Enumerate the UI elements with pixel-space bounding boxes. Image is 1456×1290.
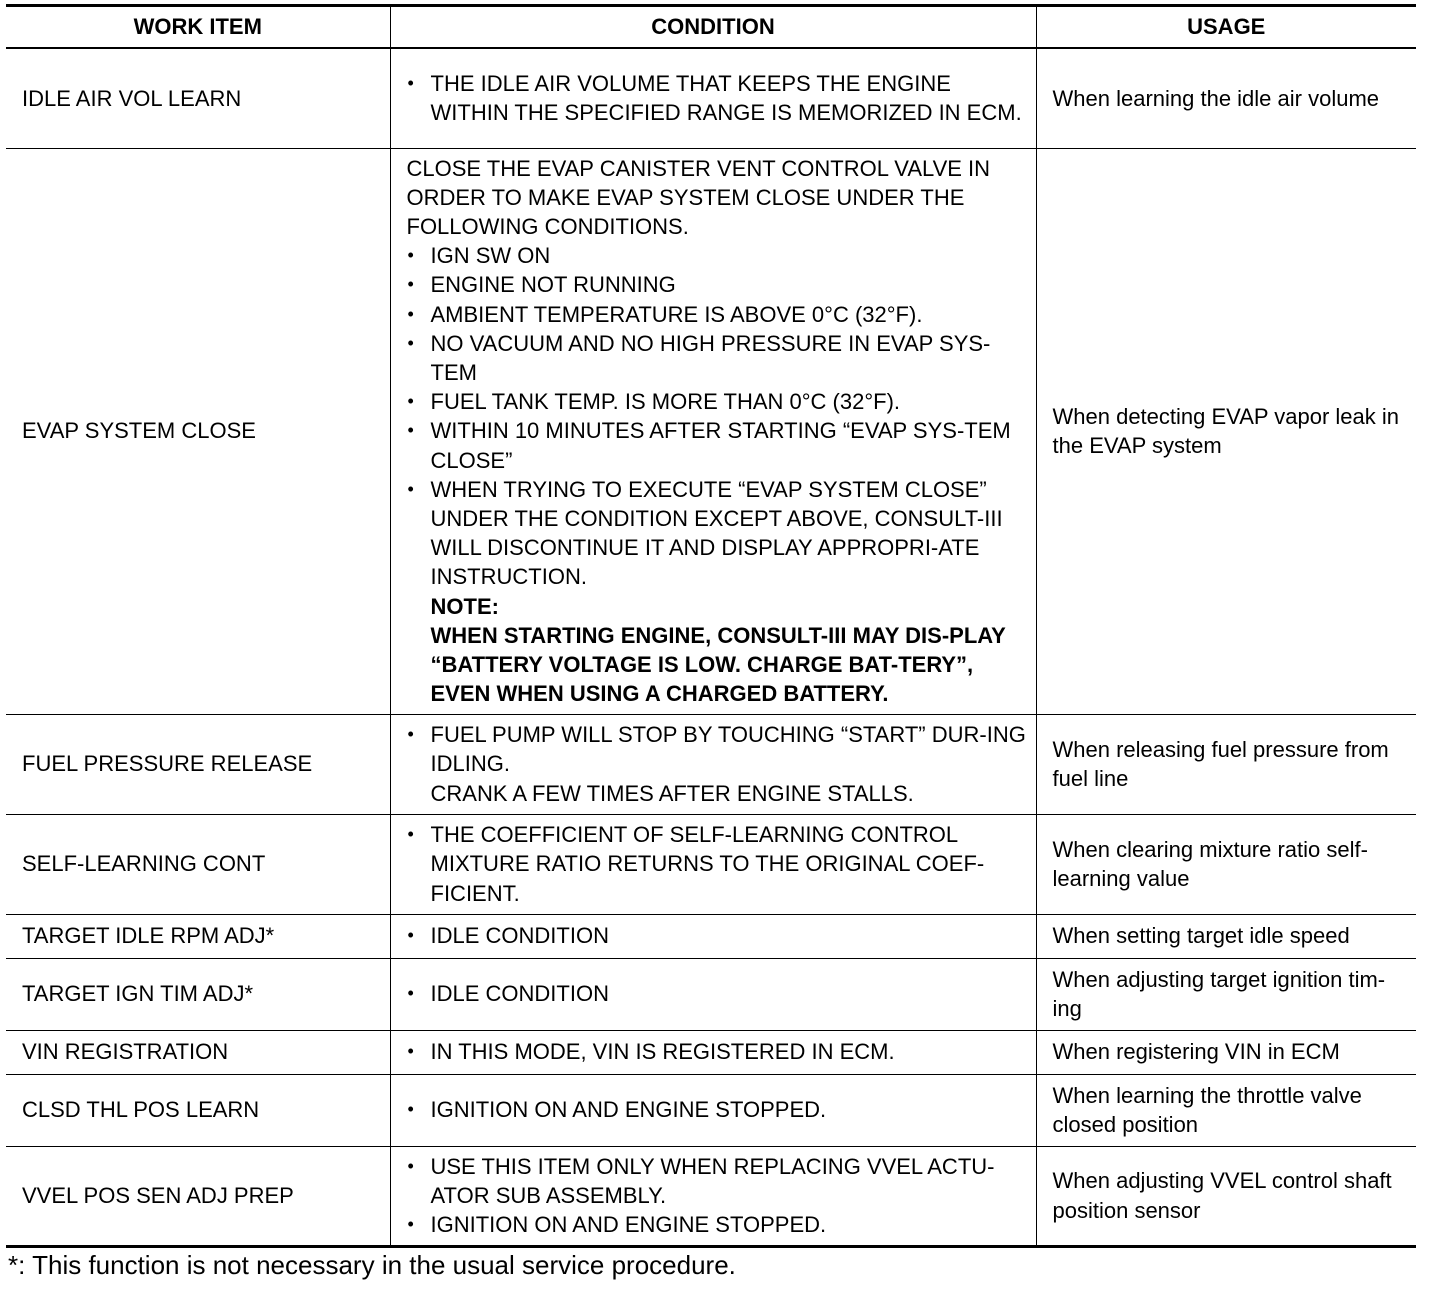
condition-bullet [407,979,1030,1008]
condition-bullet [407,475,1030,709]
usage-cell: When detecting EVAP vapor leak in the EVAP system [1036,148,1416,714]
condition-bullet [407,1095,1030,1124]
table-row [6,914,1416,958]
condition-list [407,69,1030,127]
condition-bullet-text: AMBIENT TEMPERATURE IS ABOVE 0°C (32°F). [430,301,923,327]
condition-bullet [407,416,1030,474]
table-row [6,958,1416,1030]
condition-cell [390,814,1036,914]
condition-bullet [407,1037,1030,1066]
condition-bullet [407,300,1030,329]
condition-list [407,921,1030,950]
condition-list [407,720,1030,808]
condition-cell [390,1030,1036,1074]
work-item-cell: TARGET IDLE RPM ADJ* [6,914,390,958]
condition-cell [390,1146,1036,1246]
condition-list [407,979,1030,1008]
condition-cell [390,914,1036,958]
usage-cell: When learning the idle air volume [1036,48,1416,148]
usage-cell: When learning the throttle valve closed position [1036,1074,1416,1146]
condition-bullet-text: THE COEFFICIENT OF SELF-LEARNING CONTROL MIXTURE RATIO RETURNS TO THE ORIGINAL COEF-FICIENT. [430,822,985,906]
condition-bullet [407,387,1030,416]
condition-bullet-text: IGN SW ON [430,243,551,269]
work-item-cell: EVAP SYSTEM CLOSE [6,148,390,714]
condition-bullet-text: IN THIS MODE, VIN IS REGISTERED IN ECM. [430,1039,895,1065]
usage-cell: When adjusting target ignition tim-ing [1036,958,1416,1030]
header-work-item: WORK ITEM [6,6,390,49]
condition-bullet-text: IDLE CONDITION [430,923,609,949]
header-row [6,6,1416,49]
condition-cell [390,714,1036,814]
condition-bullet-text: IDLE CONDITION [430,981,609,1007]
table-header [6,6,1416,49]
condition-list [407,241,1030,708]
condition-bullet-text: NO VACUUM AND NO HIGH PRESSURE IN EVAP SYS-TEM [430,330,991,385]
condition-bullet-text: FUEL PUMP WILL STOP BY TOUCHING “START” DUR-ING IDLING. [430,722,1026,777]
condition-bullet [407,820,1030,908]
table-row [6,714,1416,814]
footnote: *: This function is not necessary in the usual service procedure. [8,1250,736,1280]
condition-bullet [407,329,1030,387]
condition-cell [390,1074,1036,1146]
condition-list [407,1095,1030,1124]
note-label: NOTE: [430,593,499,619]
condition-bullet-text: WHEN TRYING TO EXECUTE “EVAP SYSTEM CLOSE” UNDER THE CONDITION EXCEPT ABOVE, CONSULT-III WILL DISCONTINUE IT AND DISPLAY APPROPRI-ATE INSTRUCTION. [430,476,1003,590]
condition-bullet [407,921,1030,950]
header-condition: CONDITION [390,6,1036,49]
condition-list [407,820,1030,908]
work-item-cell: CLSD THL POS LEARN [6,1074,390,1146]
condition-bullet-text: IGNITION ON AND ENGINE STOPPED. [430,1097,827,1123]
work-support-table [6,4,1416,1248]
condition-cell [390,48,1036,148]
condition-cell [390,148,1036,714]
table-row [6,1030,1416,1074]
condition-bullet [407,1152,1030,1210]
work-item-cell: SELF-LEARNING CONT [6,814,390,914]
condition-bullet [407,720,1030,808]
table-row [6,148,1416,714]
usage-cell: When setting target idle speed [1036,914,1416,958]
condition-intro: CLOSE THE EVAP CANISTER VENT CONTROL VALVE IN ORDER TO MAKE EVAP SYSTEM CLOSE UNDER THE FOLLOWING CONDITIONS. [406,155,991,239]
condition-bullet [407,1210,1030,1239]
usage-cell: When registering VIN in ECM [1036,1030,1416,1074]
usage-cell: When releasing fuel pressure from fuel line [1036,714,1416,814]
condition-bullet-text: WITHIN 10 MINUTES AFTER STARTING “EVAP SYS-TEM CLOSE” [430,418,1011,473]
table-row [6,1146,1416,1246]
work-item-cell: TARGET IGN TIM ADJ* [6,958,390,1030]
table-body [6,48,1416,1246]
condition-bullet [407,270,1030,299]
condition-list [407,1152,1030,1240]
work-item-cell: FUEL PRESSURE RELEASE [6,714,390,814]
condition-bullet-text: ENGINE NOT RUNNING [430,272,676,298]
condition-bullet-text: USE THIS ITEM ONLY WHEN REPLACING VVEL ACTU-ATOR SUB ASSEMBLY. [430,1153,995,1208]
work-item-cell: IDLE AIR VOL LEARN [6,48,390,148]
condition-bullet-text: IGNITION ON AND ENGINE STOPPED. [430,1212,827,1238]
condition-list [407,1037,1030,1066]
table-row [6,48,1416,148]
condition-bullet [407,241,1030,270]
header-usage: USAGE [1036,6,1416,49]
work-item-cell: VIN REGISTRATION [6,1030,390,1074]
work-item-cell: VVEL POS SEN ADJ PREP [22,1182,294,1208]
condition-bullet [407,69,1030,127]
usage-cell: When adjusting VVEL control shaft position sensor [1036,1146,1416,1246]
usage-cell: When clearing mixture ratio self-learning value [1036,814,1416,914]
condition-cell [390,958,1036,1030]
condition-continuation: CRANK A FEW TIMES AFTER ENGINE STALLS. [430,780,914,806]
table-row [6,1074,1416,1146]
condition-bullet-text: THE IDLE AIR VOLUME THAT KEEPS THE ENGINE WITHIN THE SPECIFIED RANGE IS MEMORIZED IN ECM. [430,71,1022,126]
condition-bullet-text: FUEL TANK TEMP. IS MORE THAN 0°C (32°F). [430,389,901,415]
table-row [6,814,1416,914]
note-text: WHEN STARTING ENGINE, CONSULT-III MAY DIS-PLAY “BATTERY VOLTAGE IS LOW. CHARGE BAT-TERY”, EVEN WHEN USING A CHARGED BATTERY. [430,622,1006,707]
